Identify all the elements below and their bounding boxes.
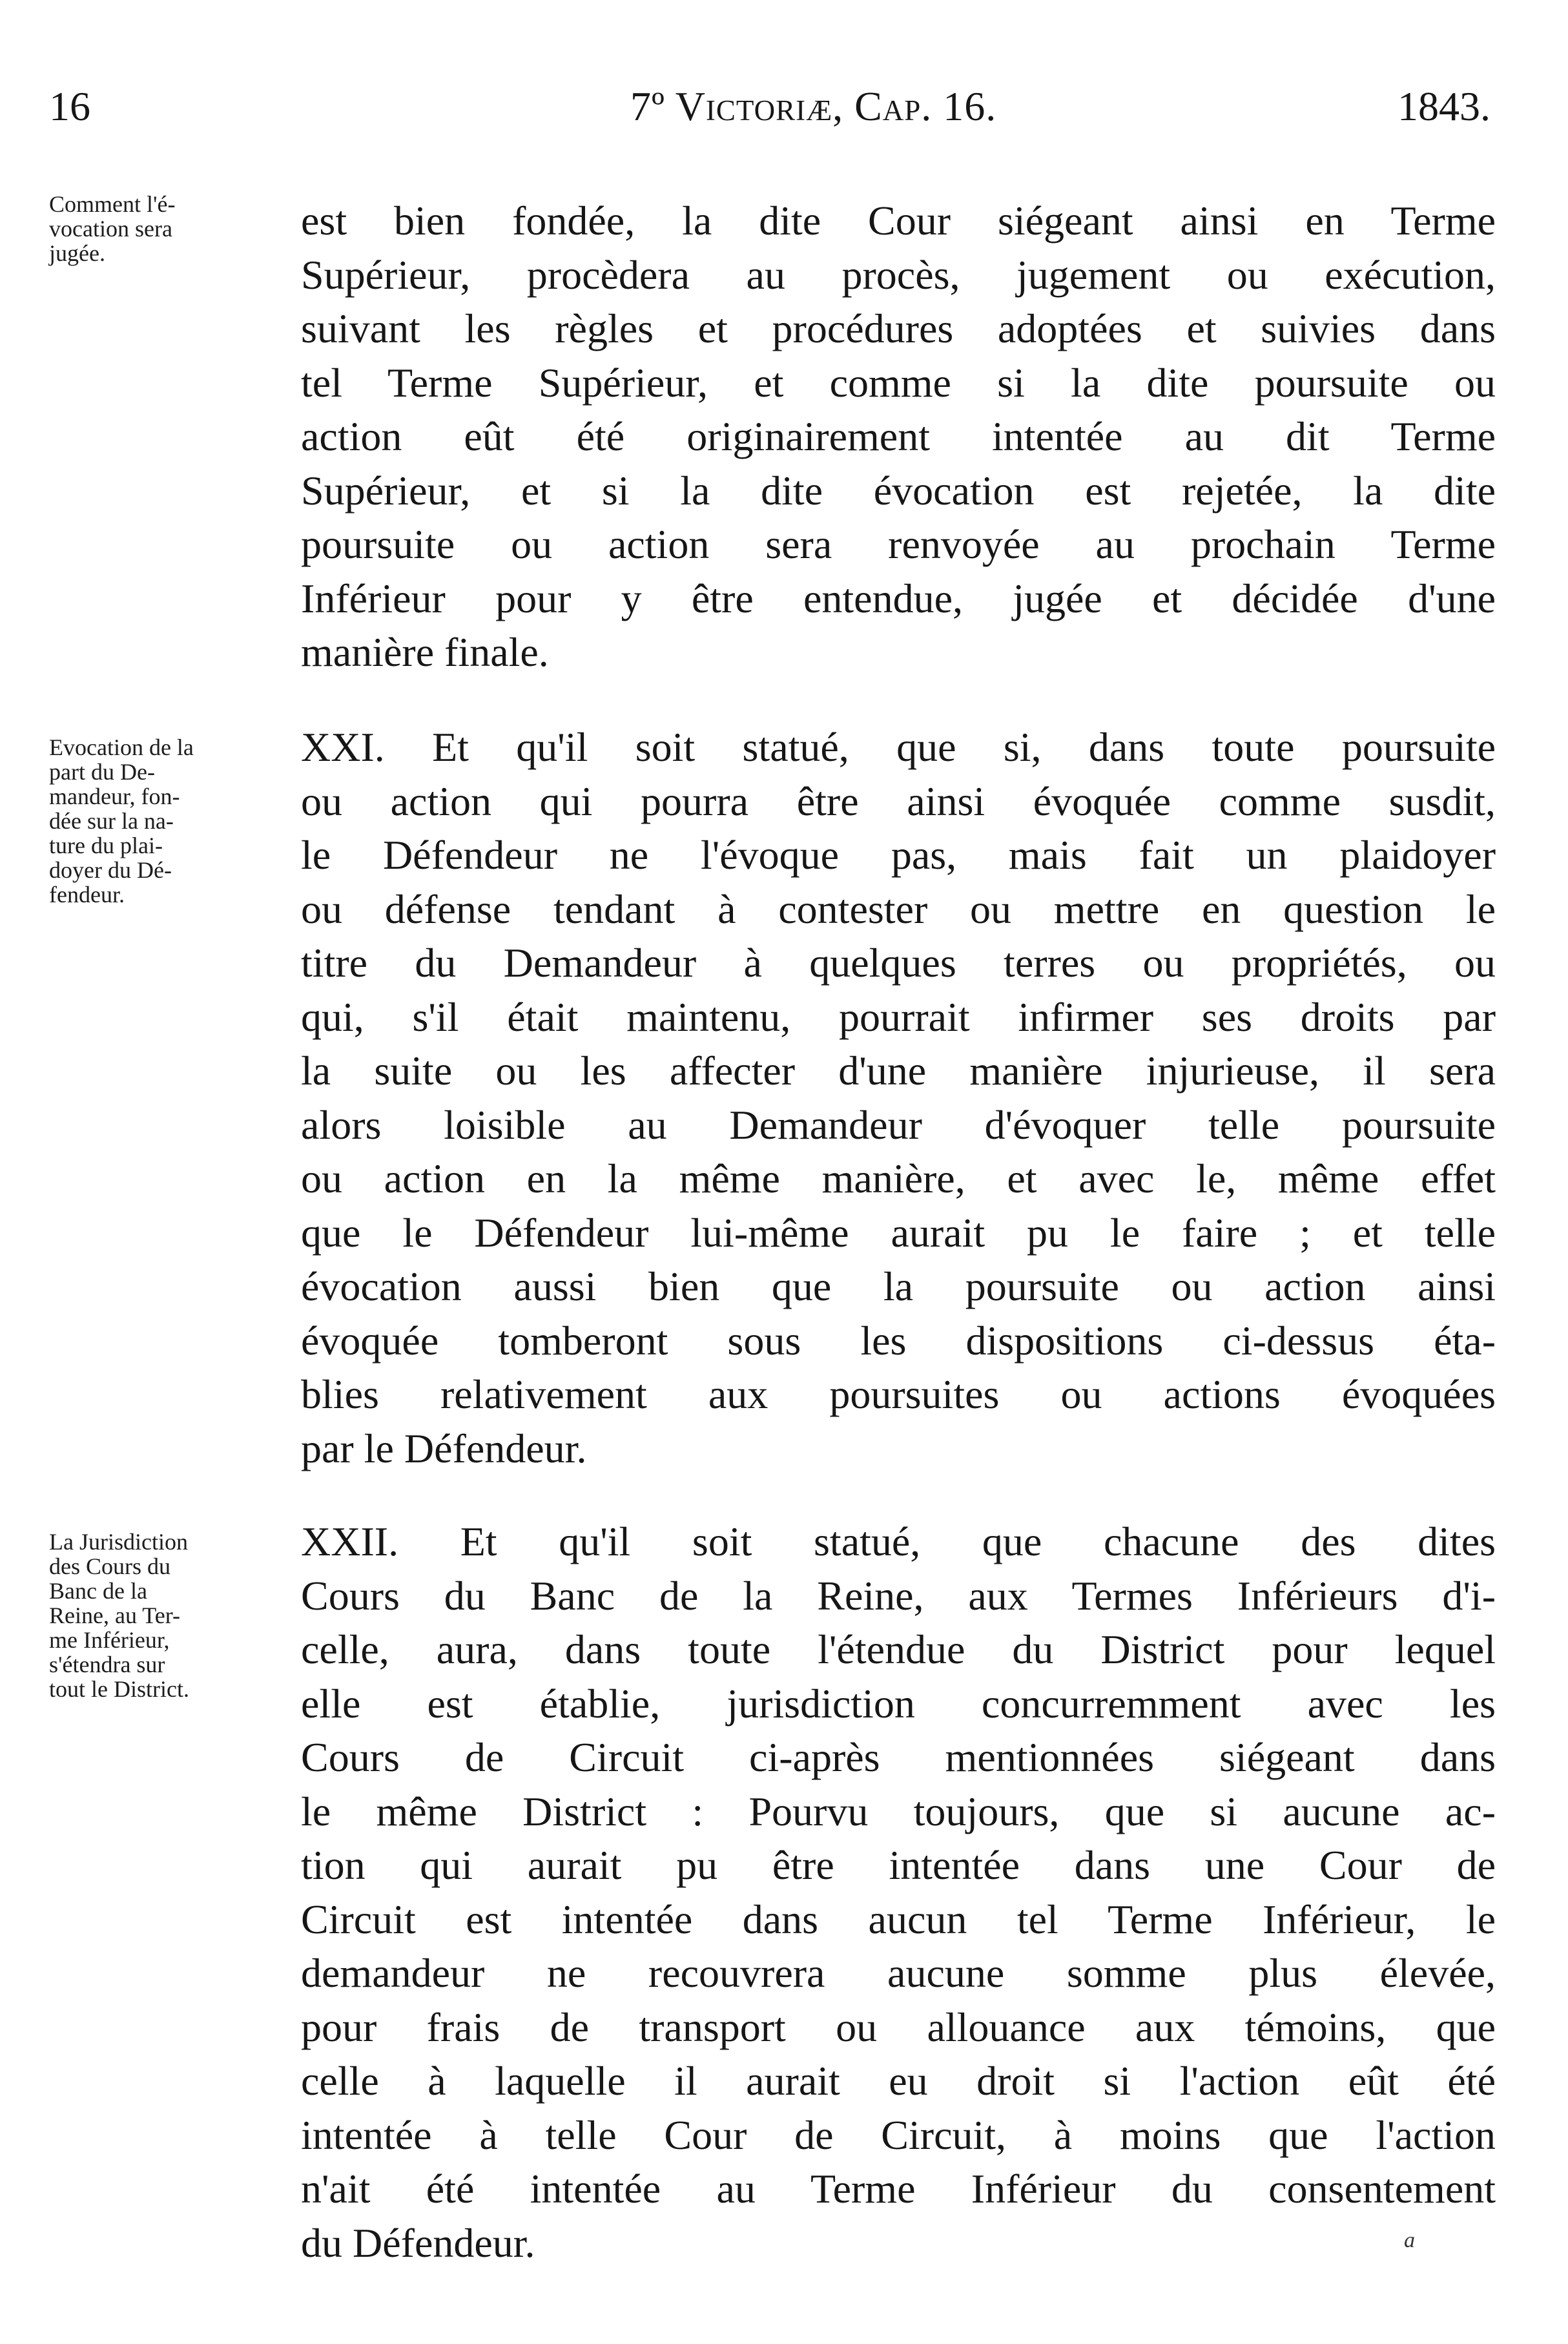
text-line: est bien fondée, la dite Cour siégeant ainsi en Terme	[301, 198, 1496, 244]
text-line: Circuit est intentée dans aucun tel Terme Inférieur, le	[301, 1896, 1496, 1942]
margin-note-line: Comment l'é-	[49, 191, 176, 217]
text-line: ou action en la même manière, et avec le, même effet	[301, 1156, 1496, 1201]
text-line: action eût été originairement intentée au dit Terme	[301, 413, 1496, 459]
header-year: 1843.	[1398, 83, 1491, 129]
margin-note-line: La Jurisdiction	[49, 1529, 188, 1555]
text-line: XXII. Et qu'il soit statué, que chacune des dites	[301, 1519, 1496, 1564]
text-line: celle à laquelle il aurait eu droit si l'action eût été	[301, 2058, 1496, 2104]
margin-note-line: mandeur, fon-	[49, 783, 180, 809]
text-line: la suite ou les affecter d'une manière injurieuse, il sera	[301, 1048, 1496, 1094]
margin-note-line: tout le District.	[49, 1676, 189, 1702]
text-line: ou défense tendant à contester ou mettre en question le	[301, 886, 1496, 932]
margin-note-line: Evocation de la	[49, 734, 194, 760]
text-line: Inférieur pour y être entendue, jugée et décidée d'une	[301, 575, 1496, 621]
text-line: tel Terme Supérieur, et comme si la dite poursuite ou	[301, 359, 1496, 406]
text-line: intentée à telle Cour de Circuit, à moins que l'action	[301, 2111, 1496, 2158]
text-line: évocation aussi bien que la poursuite ou action ainsi	[301, 1263, 1496, 1309]
margin-note-line: s'étendra sur	[49, 1652, 165, 1677]
text-line: par le Défendeur.	[301, 1425, 587, 1471]
running-title: 7º Victoriæ, Cap. 16.	[630, 83, 997, 129]
page-number: 16	[49, 83, 90, 129]
margin-note-line: ture du plai-	[49, 833, 163, 858]
text-line: elle est établie, jurisdiction concurremment avec les	[301, 1680, 1496, 1727]
text-line: alors loisible au Demandeur d'évoquer telle poursuite	[301, 1101, 1496, 1148]
margin-note	[49, 735, 301, 907]
margin-note-line: Reine, au Ter-	[49, 1602, 181, 1628]
section-body	[301, 720, 1496, 1475]
text-line: ou action qui pourra être ainsi évoquée comme susdit,	[301, 778, 1496, 824]
margin-note-line: dée sur la na-	[49, 808, 174, 834]
text-line: Supérieur, et si la dite évocation est rejetée, la dite	[301, 467, 1496, 513]
text-line: que le Défendeur lui-même aurait pu le faire ; et telle	[301, 1209, 1496, 1256]
text-line: XXI. Et qu'il soit statué, que si, dans toute poursuite	[301, 724, 1496, 770]
text-line: Cours de Circuit ci-après mentionnées siégeant dans	[301, 1734, 1496, 1780]
text-line: poursuite ou action sera renvoyée au prochain Terme	[301, 521, 1496, 567]
margin-note-line: Banc de la	[49, 1578, 147, 1604]
text-line: tion qui aurait pu être intentée dans une Cour de	[301, 1842, 1496, 1888]
margin-note-line: vocation sera	[49, 216, 172, 242]
text-line: demandeur ne recouvrera aucune somme plus élevée,	[301, 1950, 1496, 1996]
section-body	[301, 194, 1496, 679]
margin-note	[49, 1530, 301, 1701]
text-line: celle, aura, dans toute l'étendue du District pour lequel	[301, 1626, 1496, 1672]
text-line: le Défendeur ne l'évoque pas, mais fait un plaidoyer	[301, 832, 1496, 878]
text-line: titre du Demandeur à quelques terres ou propriétés, ou	[301, 940, 1496, 986]
text-line: Cours du Banc de la Reine, aux Termes Inférieurs d'i-	[301, 1572, 1496, 1619]
margin-note	[49, 192, 301, 265]
margin-note-line: fendeur.	[49, 882, 125, 908]
text-line: pour frais de transport ou allouance aux témoins, que	[301, 2004, 1496, 2050]
running-header	[49, 83, 1491, 141]
margin-note-line: jugée.	[49, 240, 105, 266]
margin-note-line: des Cours du	[49, 1553, 170, 1579]
text-line: le même District : Pourvu toujours, que si aucune ac-	[301, 1788, 1496, 1834]
margin-note-line: part du De-	[49, 759, 155, 785]
section-body	[301, 1515, 1496, 2270]
text-line: évoquée tomberont sous les dispositions ci-dessus éta-	[301, 1317, 1496, 1364]
margin-note-line: doyer du Dé-	[49, 857, 172, 883]
margin-note-line: me Inférieur,	[49, 1627, 170, 1653]
text-line: suivant les règles et procédures adoptées et suivies dans	[301, 306, 1496, 351]
text-line: Supérieur, procèdera au procès, jugement ou exécution,	[301, 251, 1496, 298]
stray-print-mark: a	[1404, 2228, 1415, 2252]
text-line: manière finale.	[301, 629, 549, 675]
text-line: qui, s'il était maintenu, pourrait infirmer ses droits par	[301, 993, 1496, 1040]
text-line: du Défendeur.	[301, 2219, 535, 2266]
text-line: blies relativement aux poursuites ou actions évoquées	[301, 1371, 1496, 1417]
text-line: n'ait été intentée au Terme Inférieur du consentement	[301, 2166, 1496, 2212]
